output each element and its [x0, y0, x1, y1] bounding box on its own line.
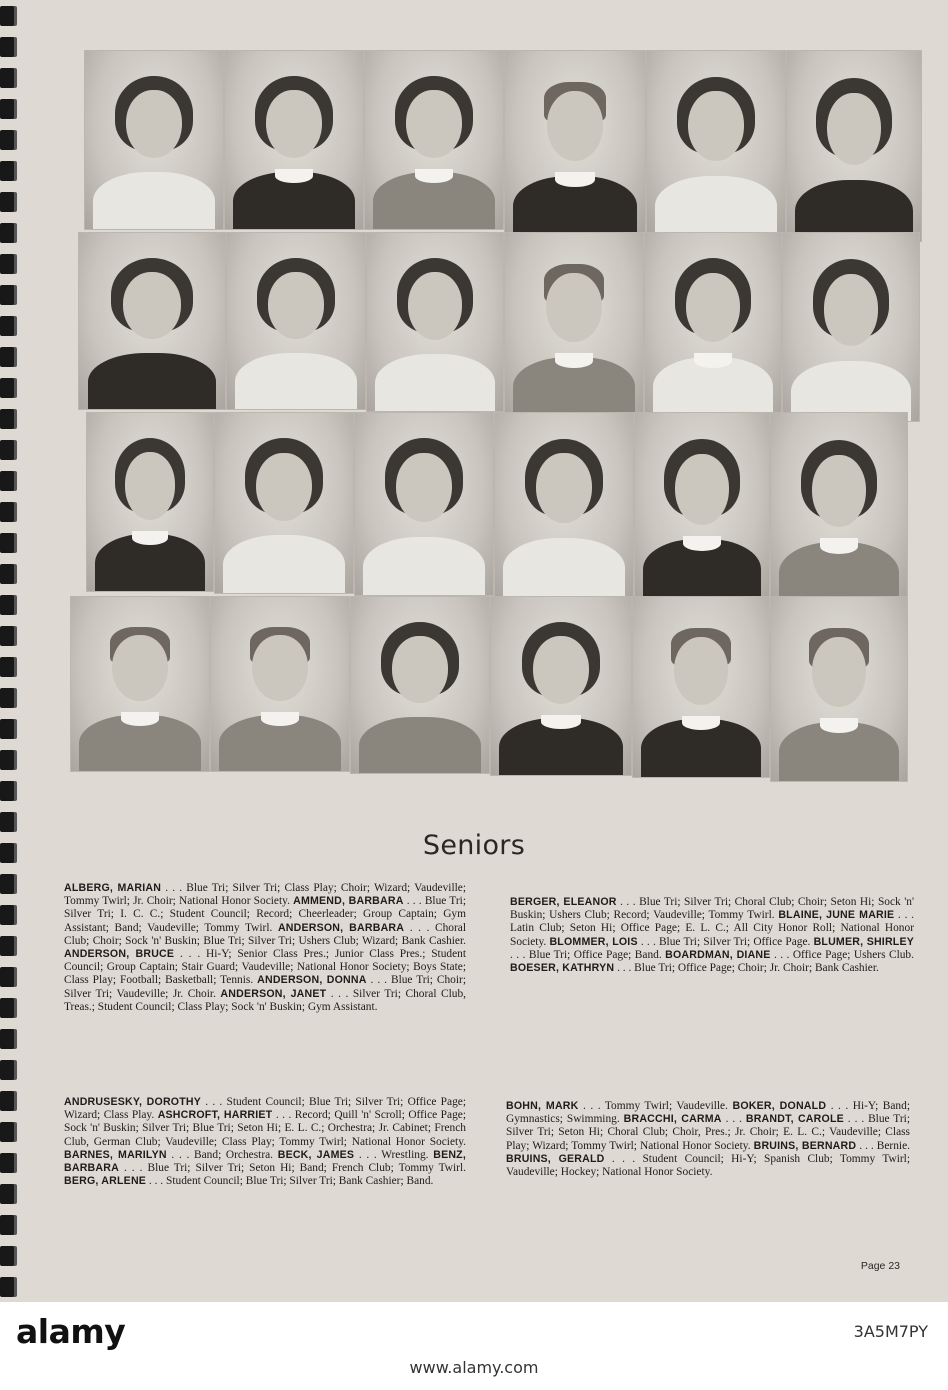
binder-ring	[0, 68, 14, 88]
student-name: BRACCHI, CARMA	[623, 1113, 722, 1126]
student-name: ANDERSON, BARBARA	[277, 921, 405, 934]
portrait-photo	[644, 232, 782, 416]
binder-ring	[0, 564, 14, 584]
binder-ring	[0, 874, 14, 894]
entries-right-bottom	[506, 1100, 910, 1179]
student-name: BRUINS, BERNARD	[753, 1139, 857, 1152]
portrait-photo	[504, 50, 646, 236]
binder-ring	[0, 1277, 14, 1297]
student-name: BERG, ARLENE	[64, 1175, 147, 1188]
student-name: BRUINS, GERALD	[506, 1152, 605, 1165]
student-name: BOESER, KATHRYN	[510, 962, 615, 975]
student-name: ANDERSON, DONNA	[257, 974, 367, 987]
student-name: BLOMMER, LOIS	[549, 935, 638, 948]
portrait-photo	[646, 50, 786, 236]
student-activities: . . . Blue Tri; Silver Tri; Class Play; Choir; Wizard; Vaudeville; Tommy Twirl; Jr. Choir; National Honor Society.	[64, 882, 466, 908]
binder-ring	[0, 409, 14, 429]
student-activities: . . . Wrestling.	[354, 1148, 434, 1161]
student-activities: . . . Student Council; Hi-Y; Spanish Club; Tommy Twirl; Vaudeville; Hockey; National Honor Society.	[506, 1152, 911, 1179]
binder-ring	[0, 595, 14, 615]
image-id: 3A5M7PY	[853, 1322, 928, 1341]
watermark-url: www.alamy.com	[409, 1358, 539, 1377]
portrait-photo	[770, 412, 908, 604]
student-activities: . . . Tommy Twirl; Vaudeville.	[578, 1100, 733, 1112]
binder-ring	[0, 6, 14, 26]
student-name: BOHN, MARK	[506, 1100, 579, 1112]
portrait-photo	[84, 50, 224, 230]
portrait-photo	[494, 412, 634, 598]
portrait-row-2	[78, 232, 920, 422]
student-activities: . . . Blue Tri; Office Page; Choir; Jr. Choir; Bank Cashier.	[614, 962, 879, 975]
binder-ring	[0, 1153, 14, 1173]
student-activities: . . . Blue Tri; Silver Tri; Seton Hi; Band; French Club; Tommy Twirl.	[118, 1162, 466, 1175]
binder-ring	[0, 130, 14, 150]
binder-ring	[0, 1122, 14, 1142]
entries-left-bottom	[64, 1096, 466, 1188]
student-name: ASHCROFT, HARRIET	[157, 1109, 273, 1122]
portrait-photo	[226, 232, 366, 410]
binder-ring	[0, 905, 14, 925]
binder-ring	[0, 1091, 14, 1111]
student-activities: . . . Blue Tri; Office Page; Band.	[510, 948, 666, 961]
binder-ring	[0, 37, 14, 57]
portrait-photo	[210, 596, 350, 772]
portrait-row-4	[70, 596, 908, 782]
portrait-photo	[86, 412, 214, 592]
page-number: Page 23	[860, 1260, 900, 1272]
binder-ring	[0, 161, 14, 181]
student-activities: . . . Hi-Y; Band; Gymnastics; Swimming.	[506, 1100, 910, 1126]
binder-ring	[0, 1029, 14, 1049]
binder-ring	[0, 502, 14, 522]
portrait-photo	[78, 232, 226, 410]
portrait-photo	[366, 232, 504, 412]
alamy-logo: alamy	[16, 1312, 126, 1351]
student-name: BOKER, DONALD	[732, 1100, 827, 1112]
binder-ring	[0, 316, 14, 336]
portrait-photo	[490, 596, 632, 776]
portrait-photo	[786, 50, 922, 242]
binder-ring	[0, 347, 14, 367]
student-activities: . . . Student Council; Blue Tri; Silver Tri; Office Page; Wizard; Class Play.	[64, 1096, 466, 1122]
portrait-photo	[634, 412, 770, 600]
binder-ring	[0, 254, 14, 274]
student-name: ANDERSON, JANET	[220, 987, 327, 1000]
portrait-photo	[770, 596, 908, 782]
portrait-photo	[350, 596, 490, 774]
binder-ring	[0, 998, 14, 1018]
binder-ring	[0, 471, 14, 491]
student-name: BERGER, ELEANOR	[510, 896, 617, 908]
binder-ring	[0, 440, 14, 460]
binder-ring	[0, 1215, 14, 1235]
student-name: BECK, JAMES	[277, 1148, 355, 1161]
portrait-row-3	[86, 412, 908, 604]
portrait-row-1	[84, 50, 922, 242]
binder-ring	[0, 750, 14, 770]
portrait-photo	[214, 412, 354, 594]
entries-right-top	[510, 896, 914, 975]
portrait-photo	[364, 50, 504, 230]
student-activities: . . . Student Council; Blue Tri; Silver Tri; Bank Cashier; Band.	[146, 1175, 434, 1188]
portrait-photo	[782, 232, 920, 422]
student-name: BLAINE, JUNE MARIE	[778, 909, 895, 922]
binder-ring	[0, 781, 14, 801]
student-name: ANDERSON, BRUCE	[64, 948, 175, 961]
binder-ring	[0, 378, 14, 398]
binder-ring	[0, 626, 14, 646]
student-name: BOARDMAN, DIANE	[665, 948, 771, 961]
binder-ring	[0, 285, 14, 305]
portrait-photo	[354, 412, 494, 596]
student-activities: . . . Blue Tri; Silver Tri; Choral Club; Choir; Seton Hi; Sock 'n' Buskin; Ushers Club; Record; Vaudeville; Tommy Twirl.	[510, 896, 914, 922]
binder-ring	[0, 192, 14, 212]
portrait-photo	[70, 596, 210, 772]
student-activities: . . . Record; Quill 'n' Scroll; Office Page; Sock 'n' Buskin; Silver Tri; Blue Tri; Seton Hi; E. L. C.; Orchestra; Jr. Cabinet; French Club, German Club; Vaudeville; Class Play; Tommy Twirl; National Honor Society.	[64, 1109, 466, 1148]
student-name: ALBERG, MARIAN	[64, 882, 162, 894]
entries-left-top	[64, 882, 466, 1014]
student-activities: . . .	[721, 1113, 746, 1126]
binder-ring	[0, 719, 14, 739]
student-activities: . . . Office Page; Ushers Club.	[770, 948, 914, 961]
binder-ring	[0, 99, 14, 119]
binder-ring	[0, 688, 14, 708]
portrait-photo	[224, 50, 364, 230]
binder-ring	[0, 1060, 14, 1080]
student-activities: . . . Blue Tri; Silver Tri; I. C. C.; Student Council; Record; Cheerleader; Group Captain; Gym Assistant; Band; Vaudeville; Tommy Twirl.	[64, 895, 466, 934]
student-activities: . . . Blue Tri; Choir; Silver Tri; Vaudeville; Jr. Choir.	[64, 974, 466, 1000]
binder-ring	[0, 223, 14, 243]
student-activities: . . . Blue Tri; Silver Tri; Seton Hi; Choral Club; Choir, Pres.; Jr. Choir; E. L. C.; Vaudeville; Class Play; Wizard; Tommy Twirl; National Honor Society.	[506, 1113, 910, 1152]
student-activities: . . . Band; Orchestra.	[166, 1148, 278, 1161]
binder-ring	[0, 1246, 14, 1266]
student-activities: . . . Blue Tri; Silver Tri; Office Page.	[637, 935, 814, 948]
binder-ring	[0, 967, 14, 987]
student-name: BENZ, BARBARA	[64, 1148, 466, 1175]
binder-ring	[0, 812, 14, 832]
student-name: ANDRUSESKY, DOROTHY	[64, 1096, 202, 1108]
student-activities: . . . Choral Club; Choir; Sock 'n' Buskin; Blue Tri; Silver Tri; Ushers Club; Wizard; Bank Cashier.	[64, 921, 467, 947]
portrait-photo	[632, 596, 770, 778]
page-title: Seniors	[422, 830, 526, 862]
student-activities: . . . Silver Tri; Choral Club, Treas.; Student Council; Class Play; Sock 'n' Buskin; Gym Assistant.	[64, 987, 466, 1013]
student-activities: . . . Bernie.	[856, 1139, 910, 1152]
student-name: BRANDT, CAROLE	[745, 1113, 844, 1126]
student-name: AMMEND, BARBARA	[293, 895, 404, 908]
student-activities: . . . Hi-Y; Senior Class Pres.; Junior Class Pres.; Student Council; Group Captain; Stair Guard; Vaudeville; National Honor Society; Boys State; Class Play; Football; Basketball; Tennis.	[64, 948, 466, 987]
binder-ring	[0, 936, 14, 956]
binder-ring	[0, 533, 14, 553]
student-activities: . . . Latin Club; Seton Hi; Office Page; E. L. C.; All City Honor Roll; National Honor Society.	[510, 909, 914, 948]
student-name: BARNES, MARILYN	[64, 1148, 167, 1161]
binder-ring	[0, 657, 14, 677]
student-name: BLUMER, SHIRLEY	[813, 935, 915, 948]
portrait-photo	[504, 232, 644, 416]
binder-ring	[0, 1184, 14, 1204]
